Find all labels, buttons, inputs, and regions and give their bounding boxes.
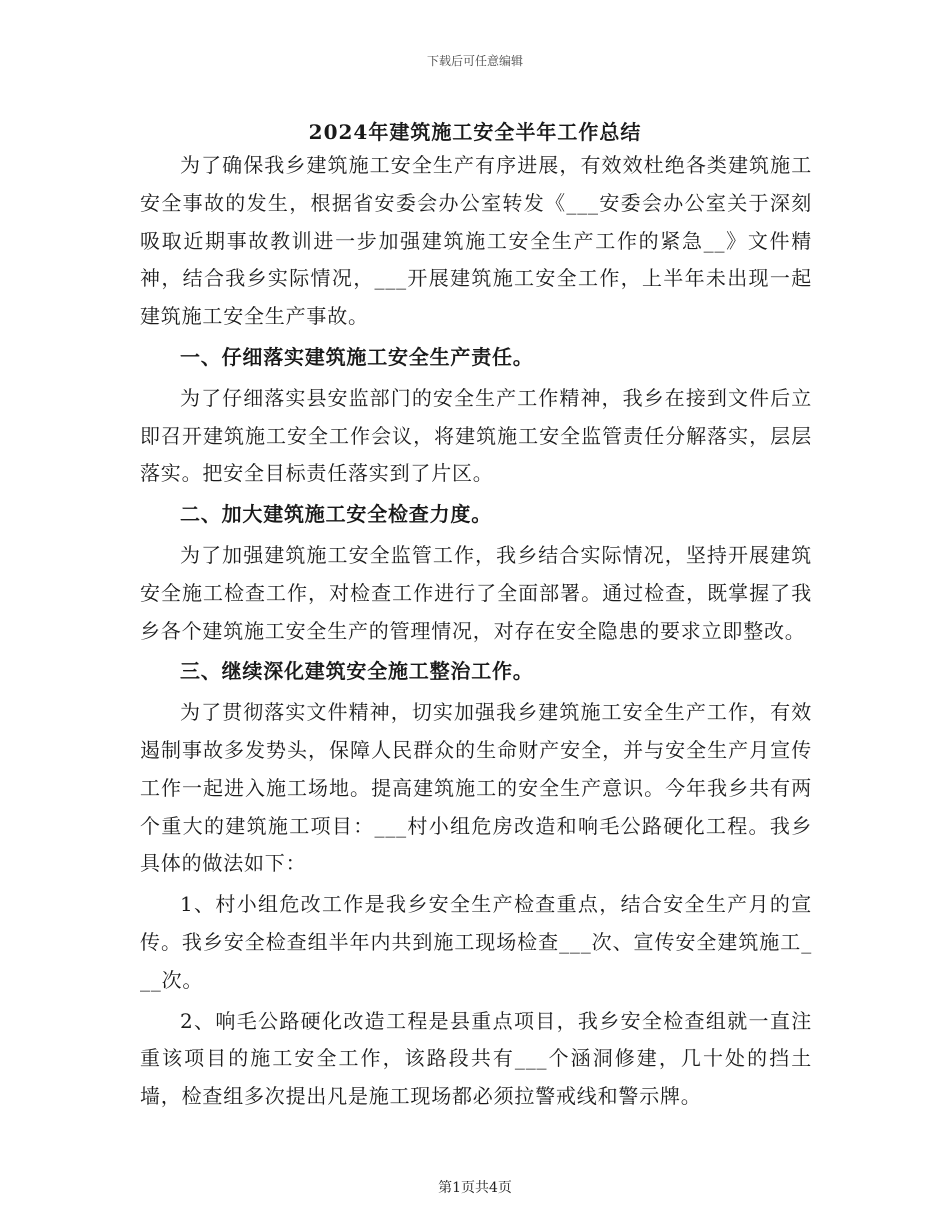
header-note: 下载后可任意编辑 [426,54,523,68]
section-1-paragraph-1: 为了仔细落实县安监部门的安全生产工作精神，我乡在接到文件后立即召开建筑施工安全工作会议，将建筑施工安全监管责任分解落实，层层落实。把安全目标责任落实到了片区。 [140,385,812,486]
section-2-paragraph-1: 为了加强建筑施工安全监管工作，我乡结合实际情况，坚持开展建筑安全施工检查工作，对检查工作进行了全面部署。通过检查，既掌握了我乡各个建筑施工安全生产的管理情况，对存在安全隐患的要求立即整改。 [140,542,812,643]
section-1-heading: 一、仔细落实建筑施工安全生产责任。 [180,344,534,369]
intro-paragraph: 为了确保我乡建筑施工安全生产有序进展，有效效杜绝各类建筑施工安全事故的发生，根据省安委会办公室转发《___安委会办公室关于深刻吸取近期事故教训进一步加强建筑施工安全生产工作的紧急__》文件精神，结合我乡实际情况，___开展建筑施工安全工作，上半年未出现一起建筑施工安全生产事故。 [140,153,812,329]
section-2-heading: 二、加大建筑施工安全检查力度。 [180,502,492,527]
page-number: 第1页共4页 [438,1180,512,1196]
document-body [140,147,812,1116]
section-3-paragraph-2: 1、村小组危改工作是我乡安全生产检查重点，结合安全生产月的宣传。我乡安全检查组半年内共到施工现场检查___次、宣传安全建筑施工___次。 [140,892,812,992]
section-3-paragraph-1: 为了贯彻落实文件精神，切实加强我乡建筑施工安全生产工作，有效遏制事故多发势头，保障人民群众的生命财产安全，并与安全生产月宣传工作一起进入施工场地。提高建筑施工的安全生产意识。今年我乡共有两个重大的建筑施工项目：___村小组危房改造和响毛公路硬化工程。我乡具体的做法如下： [140,700,812,876]
section-3-paragraph-3: 2、响毛公路硬化改造工程是县重点项目，我乡安全检查组就一直注重该项目的施工安全工作，该路段共有___个涵洞修建，几十处的挡土墙，检查组多次提出凡是施工现场都必须拉警戒线和警示牌。 [140,1008,812,1109]
document-title: 2024年建筑施工安全半年工作总结 [308,120,642,144]
section-3-heading: 三、继续深化建筑安全施工整治工作。 [180,659,534,684]
